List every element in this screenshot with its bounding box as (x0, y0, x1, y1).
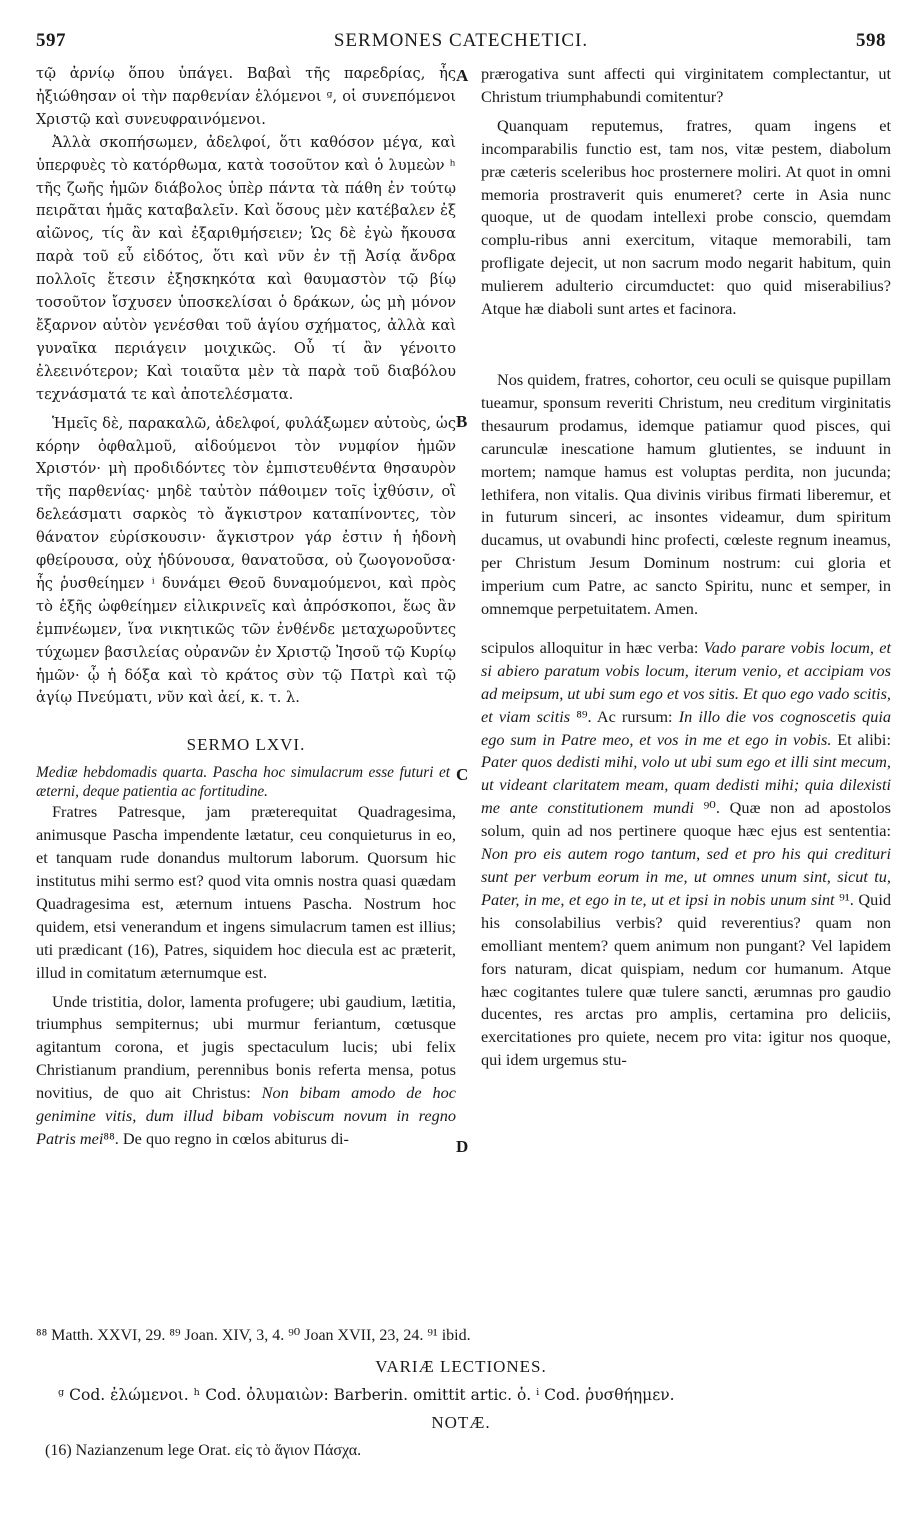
latin-text: ⁹¹. Quid his consolabilius verbis? quid reverentius? quam non emolliant mentem? quem animum non pungant? Vel lapidem fors naturam, dicat quispiam, nedum cor humanum. Atque hæc cogitantes tulere quæ tulere sancti, ærumnas pro gaudio ducentes, res arctas pro amplis, certamina pro deliciis, exercitationes pro quiete, necem pro vita: igitur nos quoque, qui idem urgemus stu- (481, 889, 891, 1070)
scripture-quote: Non pro eis autem rogo tantum, sed et pro his qui credituri sunt per verbum eorum in me, ut omnes unum sint, sicut tu, Pater, in me, et ego in te, ut et ipsi in nobis unum sint (481, 844, 891, 909)
scripture-quote: Pater quos dedisti mihi, volo ut ubi sum ego et illi sint mecum, ut videant claritatem meam, quam dedisti mihi; quia dilexisti me ante constitutionem mundi (481, 752, 891, 818)
footnotes: ⁸⁸ Matth. XXVI, 29. ⁸⁹ Joan. XIV, 3, 4. ⁹⁰ Joan XVII, 23, 24. ⁹¹ ibid. (36, 1327, 471, 1344)
running-title: SERMONES CATECHETICI. (333, 30, 589, 51)
latin-text: scipulos alloquitur in hæc verba: (481, 637, 704, 657)
latin-paragraph: Fratres Patresque, jam præterequitat Quadragesima, animusque Pascha impendente lætatur, ceu conquieturus in eo, et tanquam rude donandus multorum laborum. Quorsum hic institutus mihi sermo est? quod vita omnis nostra quasi quædam Quadragesima est, æternum intuens Pascha. Nostrum hoc quidem, etsi venerandum et ingens simulacrum tamen est illius; uti prædicant (16), Patres, siquidem hoc diecula est ac præterit, illud in comitatum æternumque est. (36, 802, 456, 982)
section-marker-a: A (456, 66, 469, 85)
section-marker-d: D (456, 1137, 469, 1156)
section-marker-c: C (456, 765, 469, 784)
variae-lectiones-text: ᵍ Cod. ἐλώμενοι. ʰ Cod. ὀλυμαιὼν: Barberin. omittit artic. ὁ. ⁱ Cod. ῥυσθήημεν. (58, 1386, 675, 1404)
latin-paragraph (36, 991, 456, 1151)
latin-paragraph-with-quotes (481, 637, 891, 1072)
page-number-right: 598 (856, 30, 886, 51)
greek-paragraph: τῷ ἀρνίῳ ὅπου ὑπάγει. Βαβαὶ τῆς παρεδρίας, ἧς ἠξιώθησαν οἱ τὴν παρθενίαν ἑλόμενοι ᵍ, οἱ συνεπόμενοι Χριστῷ καὶ συνευφραινόμενοι. (36, 65, 456, 128)
section-marker-b: B (456, 412, 468, 431)
greek-paragraph: Ἡμεῖς δὲ, παρακαλῶ, ἀδελφοί, φυλάξωμεν αὐτοὺς, ὡς κόρην ὀφθαλμοῦ, αἰδούμενοι τὸν νυμφίον ἡμῶν Χριστόν· μὴ προδιδόντες τὸν ἐμπιστευθέντα θησαυρὸν τῆς παρθενίας· μηδὲ ταὐτὸν πάθοιμεν τοῖς ἰχθύσιν, οἳ δελεάσματι σαρκὸς τὸ ἄγκιστρον καταπίνοντες, τὸν θάνατον εὑρίσκουσιν· ἄγκιστρον γάρ ἐστιν ἡ ἡδονὴ φθείρουσα, οὐχ ἡδύνουσα, θανατοῦσα, οὐ ζωογονοῦσα· ἧς ῥυσθείημεν ⁱ δυνάμει Θεοῦ δυναμούμενοι, καὶ πρὸς τὸ ἑξῆς ὠφθείημεν εἰλικρινεῖς καὶ ἀπρόσκοποι, ἕως ἂν ἐμπνέωμεν, ἵνα νικητικῶς τῶν ἐνθένδε μεταχωροῦντες τύχωμεν βασιλείας οὐρανῶν ἐν Χριστῷ Ἰησοῦ τῷ Κυρίῳ ἡμῶν· ᾧ ἡ δόξα καὶ τὸ κράτος σὺν τῷ Πατρὶ καὶ τῷ ἁγίῳ Πνεύματι, νῦν καὶ ἀεί, κ. τ. λ. (36, 414, 456, 707)
notae-text: (16) Nazianzenum lege Orat. εἰς τὸ ἅγιον Πάσχα. (45, 1442, 362, 1459)
scripture-quote: Non bibam amodo de hoc genimine vitis, dum illud bibam vobiscum novum in regno Patris mei (36, 1083, 456, 1148)
greek-paragraph: Ἀλλὰ σκοπήσωμεν, ἀδελφοί, ὅτι καθόσον μέγα, καὶ ὑπερφυὲς τὸ κατόρθωμα, κατὰ τοσοῦτον καὶ ὁ λυμεὼν ʰ τῆς ζωῆς ἡμῶν διάβολος ὑπὲρ πάντα τὰ πάθη ἐν τούτῳ πειρᾶται ἡμᾶς καταβαλεῖν. Καὶ ὅσους μὲν κατέβαλεν ἐξ αἰῶνος, τίς ἂν καὶ ἐξαριθμήσειεν; Ὡς δὲ ἐγὼ ἤκουσα παρὰ τοῦ εὖ εἰδότος, ὅτι καὶ νῦν ἐν τῇ Ἀσίᾳ ἄνδρα πολλοῖς ἔτεσιν ἐξησκηκότα καὶ θαυμαστὸν τῷ βίῳ τοσοῦτον ἴσχυσεν ὑποσκελίσαι ὁ δράκων, ὡς μὴ μόνον ἔξαρνον αὐτὸν γενέσθαι τοῦ ἁγίου σχήματος, ἀλλὰ καὶ γυναῖκα περιάγειν μοιχικῶς. Οὗ τί ἂν γένοιτο ἐλεεινότερον; Καὶ τοιαῦτα μὲν τὰ παρὰ τοῦ διαβόλου τεχνάσματά τε καὶ ἀποτελέσματα. (36, 133, 456, 403)
variae-lectiones-heading: VARIÆ LECTIONES. (375, 1357, 547, 1376)
left-column-greek-latin (36, 63, 456, 1151)
scripture-quote: In illo die vos cognoscetis quia ego sum in Patre meo, et vos in me et ego in vobis. (481, 706, 891, 749)
sermon-title: SERMO LXVI. (186, 735, 306, 755)
latin-text: ⁹⁰. Quæ non ad apostolos solum, quin ad nos pertinere quoque hæc ejus est sententia: (481, 798, 892, 841)
latin-text: ⁸⁹. Ac rursum: (570, 706, 679, 726)
sermon-subtitle: Mediæ hebdomadis quarta. Pascha hoc simulacrum esse futuri et æterni, deque patientia ac fortitudine. (36, 764, 450, 801)
latin-text: Et alibi: (831, 729, 891, 749)
scripture-quote: Vado parare vobis locum, et si abiero paratum vobis locum, iterum venio, et accipiam vos ad meipsum, ut ubi sum ego et vos sitis. Et quo ego vado scitis, et viam scitis (481, 637, 892, 726)
latin-paragraph: prærogativa sunt affecti qui virginitatem complectantur, ut Christum triumphabundi comitentur? (481, 64, 891, 106)
latin-paragraph: Nos quidem, fratres, cohortor, ceu oculi se quisque pupillam tueamur, sponsum reveriti Christum, neu creditum virginitatis thesaurum prodamus, idemque patiamur quod pisces, qui carunculæ inescatione hamum glutientes, se induunt in mortem; namque hamus est voluptas perdita, non jucunda; lethifera, non vitalis. Qua divinis viribus firmati liberemur, et in futurum sinceri, ac insontes videamur, dum spiritum ducamus, ut ovabundi hinc profecti, cœleste regnum ineamus, per Christum Jesum Dominum nostrum: cui gloria et imperium cum Patre, ac sancto Spiritu, nunc et semper, in omnemque perpetuitatem. Amen. (481, 369, 891, 619)
notae-heading: NOTÆ. (431, 1413, 491, 1432)
latin-text: Unde tristitia, dolor, lamenta profugere; ubi gaudium, lætitia, triumphus sempiternus; ubi murmur feriantum, cœtusque agitantum corona, et jugis spectaculum lucis; ubi felix Christianum prandium, perennibus bonis referta mensa, potus novitius, de quo ait Christus: (36, 991, 456, 1103)
latin-text: ⁸⁸. De quo regno in cœlos abiturus di- (103, 1128, 349, 1148)
page-number-left: 597 (36, 30, 66, 51)
right-column-latin (481, 63, 891, 1072)
latin-paragraph: Quanquam reputemus, fratres, quam ingens et incomparabilis functio est, tam nos, vitæ pestem, diabolum præ cæteris sceleribus hoc prosternere moliri. At quot in omni memoria prostraverit quis enumeret? certe in Asia nunc quoque, ut de quodam intellexi probe conscio, quemdam complu-ribus anni exercitum, vitaque memorabili, tam profligate dejecit, ut non sacrum modo negarit habitum, quin mulierem adulterio circumductet: quo quid miserabilius? Atque hæ diaboli sunt artes et facinora. (481, 115, 891, 319)
